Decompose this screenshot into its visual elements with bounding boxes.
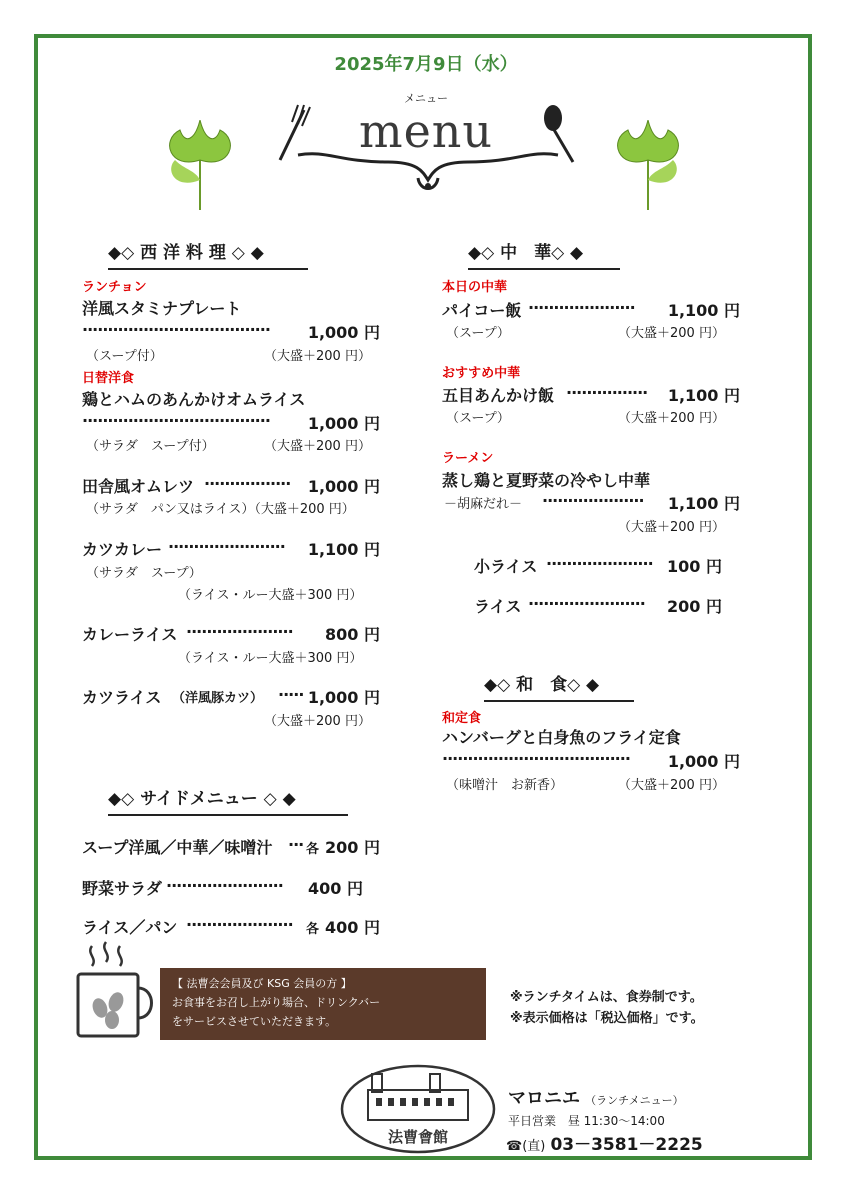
chinese-paiko-large: （大盛＋200 円）	[618, 326, 725, 341]
chinese-hiyashi-sub: －胡麻だれ－	[444, 497, 523, 512]
chinese-paiko-note: （スープ）	[446, 326, 510, 341]
dot-leader: ·······················	[168, 537, 285, 556]
chinese-today-label: 本日の中華	[442, 280, 508, 295]
western-omelette-price: 1,000 円	[307, 477, 380, 496]
western-katsucurry-note: （サラダ スープ）	[86, 566, 202, 581]
western-curry-large: （ライス・ルー大盛＋300 円）	[178, 651, 363, 666]
note-tax: ※表示価格は「税込価格」です。	[510, 1011, 704, 1026]
side-header: ◆◇ サイドメニュー ◇ ◆	[108, 784, 348, 816]
coffee-cup-icon	[70, 938, 160, 1042]
western-lunch-price: 1,000 円	[307, 323, 380, 342]
chinese-gomoku-note: （スープ）	[446, 411, 510, 426]
chinese-header: ◆◇ 中 華◇ ◆	[468, 238, 620, 270]
dot-leader: ·····	[278, 685, 304, 704]
side-soup-price: 200 円	[325, 838, 380, 857]
western-header: ◆◇ 西 洋 料 理 ◇ ◆	[108, 238, 308, 270]
dot-leader: ···	[288, 835, 304, 854]
dot-leader: ·······················	[166, 876, 283, 895]
dot-leader: ·····················	[186, 915, 293, 934]
side-rice-each: 各	[306, 922, 320, 937]
side-rice-name: ライス／パン	[82, 918, 178, 937]
chinese-paiko-price: 1,100 円	[667, 301, 740, 320]
chinese-paiko-name: パイコー飯	[442, 301, 522, 320]
western-daily-label: 日替洋食	[82, 371, 135, 386]
western-katsucurry-price: 1,100 円	[307, 540, 380, 559]
western-daily-large: （大盛＋200 円）	[264, 439, 371, 454]
menu-kana: メニュー	[404, 92, 448, 105]
side-rice-price: 400 円	[325, 918, 380, 937]
side-soup-each: 各	[306, 842, 320, 857]
western-lunch-note: （スープ付）	[86, 349, 163, 364]
dot-leader: ·····································	[442, 749, 630, 768]
menu-title: menu	[358, 104, 494, 158]
side-soup-name: スープ洋風／中華／味噌汁	[82, 838, 273, 857]
dot-leader: ·····················	[546, 554, 653, 573]
dot-leader: ················	[566, 383, 648, 402]
shop-hours: 昼 11:30～14:00	[567, 1114, 665, 1128]
note-ticket: ※ランチタイムは、食券制です。	[510, 990, 703, 1005]
japanese-teishoku-label: 和定食	[442, 711, 482, 726]
dot-leader: ····················	[542, 491, 644, 510]
side-salad-name: 野菜サラダ	[82, 879, 162, 898]
western-daily-name: 鶏とハムのあんかけオムライス	[82, 390, 306, 409]
dot-leader: ·····································	[82, 320, 270, 339]
chinese-small-rice-name: 小ライス	[474, 557, 538, 576]
chinese-rice-name: ライス	[474, 597, 522, 616]
japanese-teishoku-large: （大盛＋200 円）	[618, 778, 725, 793]
shop-hours-label: 平日営業	[508, 1114, 557, 1128]
japanese-teishoku-note: （味噌汁 お新香）	[446, 778, 564, 793]
chinese-gomoku-large: （大盛＋200 円）	[618, 411, 725, 426]
side-salad-price: 400 円	[308, 879, 363, 898]
western-daily-price: 1,000 円	[307, 414, 380, 433]
dot-leader: ·····················	[528, 298, 635, 317]
fork-icon	[280, 105, 310, 160]
chinese-gomoku-price: 1,100 円	[667, 386, 740, 405]
drink-notice-box	[160, 968, 486, 1040]
shop-name-row	[508, 1084, 684, 1110]
drink-notice-line1: 【 法曹会会員及び KSG 会員の方 】	[172, 977, 352, 990]
chinese-rec-label: おすすめ中華	[442, 366, 521, 381]
western-katsurice-large: （大盛＋200 円）	[264, 714, 371, 729]
western-curry-name: カレーライス	[82, 625, 178, 644]
drink-notice-line3: をサービスさせていただきます。	[172, 1015, 337, 1028]
chinese-small-rice-price: 100 円	[667, 557, 722, 576]
chinese-hiyashi-name: 蒸し鶏と夏野菜の冷やし中華	[442, 471, 651, 490]
shop-name-sub: （ランチメニュー）	[585, 1094, 684, 1107]
shop-name: マロニエ	[508, 1088, 580, 1109]
drink-notice-line2: お食事をお召し上がり場合、ドリンクバー	[172, 996, 381, 1009]
chinese-hiyashi-price: 1,100 円	[667, 494, 740, 513]
western-katsurice-price: 1,000 円	[307, 688, 380, 707]
japanese-header: ◆◇ 和 食◇ ◆	[484, 670, 634, 702]
shop-phone-label: ☎(直)	[506, 1139, 546, 1154]
western-lunch-large: （大盛＋200 円）	[264, 349, 371, 364]
menu-date: 2025年7月9日（水）	[334, 54, 518, 75]
leaf-right-icon	[608, 120, 688, 212]
japanese-teishoku-name: ハンバーグと白身魚のフライ定食	[442, 728, 681, 747]
western-katsurice-name: カツライス	[82, 688, 162, 707]
chinese-rice-price: 200 円	[667, 597, 722, 616]
chinese-gomoku-name: 五目あんかけ飯	[442, 386, 555, 405]
western-lunch-name: 洋風スタミナプレート	[82, 299, 242, 318]
western-daily-note: （サラダ スープ付）	[86, 439, 215, 454]
logo-text: 法曹會館	[387, 1128, 449, 1146]
shop-phone-row	[506, 1130, 703, 1155]
dot-leader: ·······················	[528, 594, 645, 613]
western-lunch-label: ランチョン	[82, 280, 147, 295]
western-omelette-name: 田舎風オムレツ	[82, 477, 195, 496]
western-omelette-note: （サラダ パン又はライス）（大盛＋200 円）	[86, 502, 355, 517]
shop-phone: 03－3581－2225	[550, 1135, 703, 1155]
shop-hours-row	[508, 1112, 665, 1129]
hosokaikan-logo-icon	[338, 1062, 498, 1156]
western-katsucurry-name: カツカレー	[82, 540, 163, 559]
dot-leader: ·················	[204, 474, 291, 493]
western-katsurice-sub: （洋風豚カツ）	[172, 691, 264, 706]
leaf-left-icon	[160, 120, 240, 212]
chinese-hiyashi-large: （大盛＋200 円）	[618, 520, 725, 535]
japanese-teishoku-price: 1,000 円	[667, 752, 740, 771]
dot-leader: ·····················	[186, 622, 293, 641]
chinese-ramen-label: ラーメン	[442, 451, 494, 466]
western-katsucurry-large: （ライス・ルー大盛＋300 円）	[178, 588, 363, 603]
menu-flourish-icon	[268, 100, 588, 200]
western-curry-price: 800 円	[325, 625, 380, 644]
dot-leader: ·····································	[82, 411, 270, 430]
